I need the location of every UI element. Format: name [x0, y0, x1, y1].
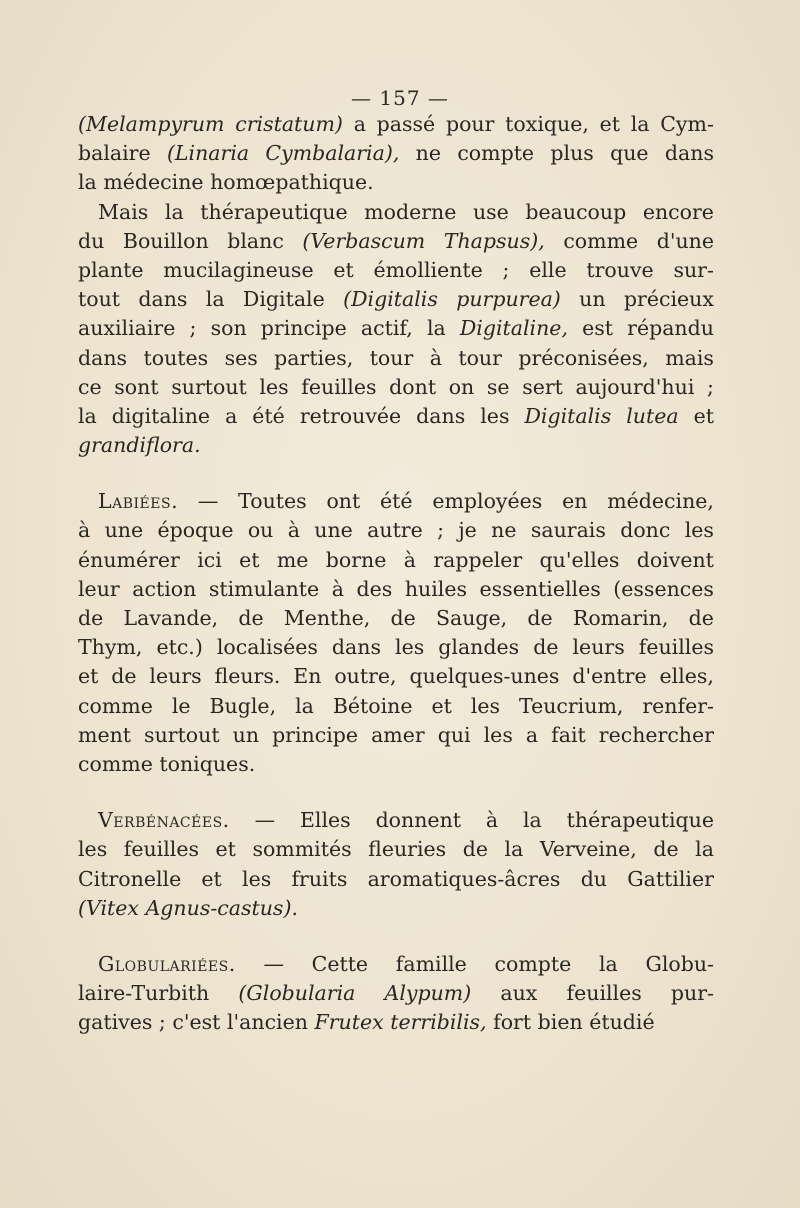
text-line: balaire (Linaria Cymbalaria), ne compte plus que dans: [78, 141, 714, 166]
body-text: [78, 110, 714, 1037]
text-line: (Melampyrum cristatum) a passé pour toxique, et la Cym-: [78, 112, 714, 136]
text-line: la médecine homœpathique.: [78, 170, 374, 195]
text-line: à une époque ou à une autre ; je ne saurais donc les: [78, 518, 714, 543]
text-line: du Bouillon blanc (Verbascum Thapsus), comme d'une: [78, 228, 714, 253]
text-line: tout dans la Digitale (Digitalis purpurea) un précieux: [78, 287, 714, 312]
paragraph-gap: [78, 779, 714, 806]
text-line: laire-Turbith (Globularia Alypum) aux feuilles pur-: [78, 981, 714, 1006]
text-line: Verbénacées. — Elles donnent à la thérapeutique: [98, 808, 714, 833]
text-line: comme le Bugle, la Bétoine et les Teucrium, renfer-: [78, 693, 714, 718]
text-line: la digitaline a été retrouvée dans les Digitalis lutea et: [78, 403, 714, 428]
text-line: comme toniques.: [78, 751, 256, 776]
text-line: Citronelle et les fruits aromatiques-âcres du Gattilier: [78, 866, 714, 891]
text-line: leur action stimulante à des huiles essentielles (essences: [78, 576, 714, 601]
text-line: Globulariées. — Cette famille compte la Globu-: [98, 951, 714, 976]
text-line: plante mucilagineuse et émolliente ; elle trouve sur-: [78, 257, 714, 282]
text-line: de Lavande, de Menthe, de Sauge, de Romarin, de: [78, 606, 714, 630]
paragraph-gap: [78, 460, 714, 487]
text-line: ment surtout un principe amer qui les a fait rechercher: [78, 722, 714, 747]
text-line: auxiliaire ; son principe actif, la Digitaline, est répandu: [78, 316, 714, 341]
text-line: les feuilles et sommités fleuries de la Verveine, de la: [78, 837, 714, 862]
text-line: énumérer ici et me borne à rappeler qu'elles doivent: [78, 547, 714, 572]
text-line: (Vitex Agnus-castus).: [78, 895, 298, 920]
text-line: Thym, etc.) localisées dans les glandes de leurs feuilles: [78, 635, 714, 660]
paragraph-gap: [78, 923, 714, 950]
text-line: gatives ; c'est l'ancien Frutex terribilis, fort bien étudié: [78, 1010, 655, 1035]
text-line: et de leurs fleurs. En outre, quelques-unes d'entre elles,: [78, 664, 714, 689]
page-number: — 157 —: [351, 86, 449, 110]
text-line: dans toutes ses parties, tour à tour préconisées, mais: [78, 345, 714, 370]
text-line: Labiées. — Toutes ont été employées en médecine,: [98, 489, 714, 514]
text-line: ce sont surtout les feuilles dont on se sert aujourd'hui ;: [78, 374, 714, 399]
text-line: grandiflora.: [78, 433, 201, 458]
text-line: Mais la thérapeutique moderne use beaucoup encore: [98, 199, 714, 224]
